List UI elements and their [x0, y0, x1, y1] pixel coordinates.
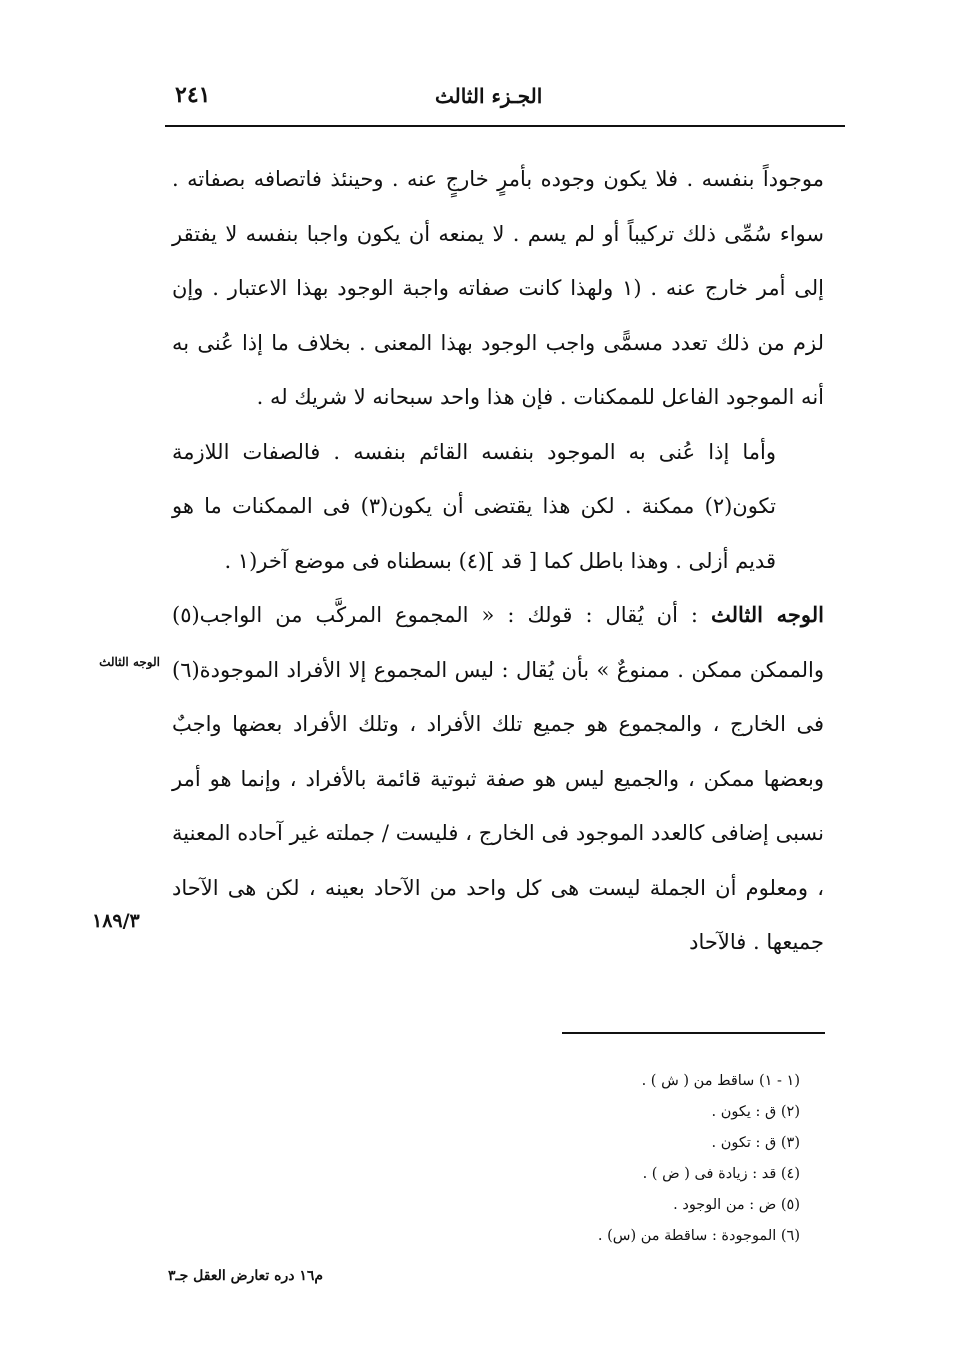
paragraph-3: [172, 588, 824, 970]
page-header: [165, 82, 845, 118]
footnote-4: (٤) قد : زيادة فى ( ض ) .: [642, 1166, 800, 1182]
main-text: [172, 152, 824, 970]
footnote-1: (١ - ١) ساقط من ( ش ) .: [641, 1073, 800, 1089]
footnote-2: (٢) ق : يكون .: [711, 1104, 800, 1120]
margin-section-note: الوجه الثالث: [99, 655, 160, 669]
footnotes: [480, 1066, 800, 1252]
paragraph-3-text: : أن يُقال : قولك : « المجموع المركَّب من الواجب(٥) والممكن ممكن . ممنوعٌ » بأن يُقال : ليس المجموع إلا الأفراد الموجودة(٦) فى الخارج ، والمجموع هو جميع تلك الأفراد ، وتلك الأفراد بعضها واجبٌ وبعضها ممكن ، والجميع ليس هو صفة ثبوتية قائمة بالأفراد ، وإنما هو أمر نسبى إضافى كالعدد الموجود فى الخارج ، فليست / جملته غير آحاده المعنية ، ومعلوم أن الجملة ليست هى كل واحد من الآحاد بعينه ، لكن هى الآحاد جميعها . فالآحاد: [172, 603, 824, 954]
paragraph-1: موجوداً بنفسه . فلا يكون وجوده بأمرٍ خارجٍ عنه . وحينئذ فاتصافه بصفاته . سواء سُمِّى ذلك تركيباً أو لم يسم . لا يمنعه أن يكون واجبا بنفسه لا يفتقر إلى أمر خارج عنه . (١ ولهذا كانت صفاته واجبة الوجود بهذا الاعتبار . وإن لزم من ذلك تعدد مسمًّى واجب الوجود بهذا المعنى . بخلاف ما إذا عُنى به أنه الموجود الفاعل للممكنات . فإن هذا واحد سبحانه لا شريك له .: [172, 167, 824, 409]
footnote-3: (٣) ق : تكون .: [711, 1135, 800, 1151]
paragraph-2: وأما إذا عُنى به الموجود بنفسه القائم بنفسه . فالصفات اللازمة تكون(٢) ممكنة . لكن هذا يقتضى أن يكون(٣) فى الممكنات ما هو قديم أزلى . وهذا باطل كما [ قد ](٤) بسطناه فى موضع آخر(١ .: [172, 439, 776, 573]
running-title: الجـزء الثالث: [435, 84, 543, 108]
section-heading-inline: الوجه الثالث: [711, 602, 824, 627]
signature-line: م١٦ دره تعارض العقل جـ٣: [168, 1268, 324, 1284]
footnote-6: (٦) الموجودة : ساقطة من (س) .: [597, 1228, 800, 1244]
footnote-5: (٥) ض : من الوجود .: [673, 1197, 800, 1213]
header-rule: [165, 125, 845, 127]
footnote-rule: [562, 1032, 825, 1034]
page-number: ٢٤١: [175, 82, 211, 108]
margin-manuscript-ref: ١٨٩/٣: [92, 910, 140, 932]
